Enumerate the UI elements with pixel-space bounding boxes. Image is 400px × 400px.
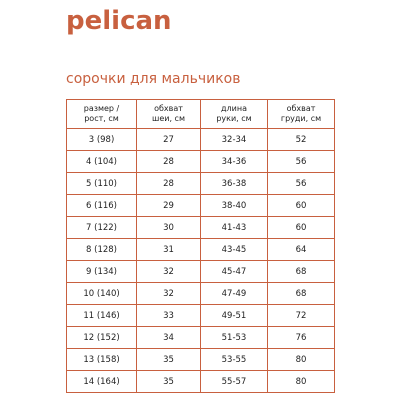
table-header-row [67, 100, 335, 129]
cell-chest: 56 [268, 151, 335, 173]
cell-chest: 80 [268, 371, 335, 393]
cell-size: 3 (98) [67, 129, 137, 151]
cell-chest: 56 [268, 173, 335, 195]
cell-size: 4 (104) [67, 151, 137, 173]
header-sleeve [201, 100, 268, 129]
cell-neck: 29 [137, 195, 201, 217]
cell-sleeve: 32-34 [201, 129, 268, 151]
header-size-height [67, 100, 137, 129]
cell-neck: 32 [137, 261, 201, 283]
header-line: шеи, см [152, 114, 185, 123]
cell-neck: 35 [137, 349, 201, 371]
cell-neck: 28 [137, 173, 201, 195]
header-line: обхват [154, 104, 183, 113]
cell-size: 12 (152) [67, 327, 137, 349]
table-row [67, 349, 335, 371]
header-line: руки, см [216, 114, 252, 123]
cell-chest: 68 [268, 283, 335, 305]
cell-sleeve: 36-38 [201, 173, 268, 195]
table-row [67, 217, 335, 239]
cell-size: 9 (134) [67, 261, 137, 283]
brand-logo: pelican [66, 6, 172, 36]
cell-neck: 27 [137, 129, 201, 151]
header-line: длина [221, 104, 247, 113]
header-line: размер / [83, 104, 120, 113]
table-row [67, 305, 335, 327]
cell-size: 14 (164) [67, 371, 137, 393]
table-row [67, 195, 335, 217]
cell-size: 6 (116) [67, 195, 137, 217]
cell-sleeve: 47-49 [201, 283, 268, 305]
table-row [67, 151, 335, 173]
cell-chest: 60 [268, 195, 335, 217]
cell-sleeve: 55-57 [201, 371, 268, 393]
cell-sleeve: 41-43 [201, 217, 268, 239]
cell-sleeve: 53-55 [201, 349, 268, 371]
cell-sleeve: 38-40 [201, 195, 268, 217]
table-row [67, 327, 335, 349]
cell-size: 7 (122) [67, 217, 137, 239]
cell-neck: 34 [137, 327, 201, 349]
table-row [67, 239, 335, 261]
cell-neck: 30 [137, 217, 201, 239]
table-row [67, 261, 335, 283]
cell-sleeve: 49-51 [201, 305, 268, 327]
cell-neck: 28 [137, 151, 201, 173]
cell-chest: 80 [268, 349, 335, 371]
cell-size: 10 (140) [67, 283, 137, 305]
cell-size: 5 (110) [67, 173, 137, 195]
cell-size: 8 (128) [67, 239, 137, 261]
cell-chest: 68 [268, 261, 335, 283]
header-line: рост, см [84, 114, 119, 123]
cell-chest: 60 [268, 217, 335, 239]
cell-chest: 72 [268, 305, 335, 327]
cell-sleeve: 34-36 [201, 151, 268, 173]
cell-size: 13 (158) [67, 349, 137, 371]
cell-neck: 33 [137, 305, 201, 327]
cell-sleeve: 51-53 [201, 327, 268, 349]
header-chest [268, 100, 335, 129]
table-row [67, 173, 335, 195]
header-line: груди, см [280, 114, 322, 123]
page-subtitle: сорочки для мальчиков [66, 71, 241, 87]
cell-size: 11 (146) [67, 305, 137, 327]
table-row [67, 283, 335, 305]
cell-chest: 76 [268, 327, 335, 349]
cell-sleeve: 45-47 [201, 261, 268, 283]
header-neck [137, 100, 201, 129]
cell-neck: 35 [137, 371, 201, 393]
cell-neck: 32 [137, 283, 201, 305]
cell-neck: 31 [137, 239, 201, 261]
table-row [67, 129, 335, 151]
cell-chest: 52 [268, 129, 335, 151]
cell-sleeve: 43-45 [201, 239, 268, 261]
header-line: обхват [286, 104, 316, 113]
size-table [66, 99, 335, 393]
cell-chest: 64 [268, 239, 335, 261]
table-row [67, 371, 335, 393]
